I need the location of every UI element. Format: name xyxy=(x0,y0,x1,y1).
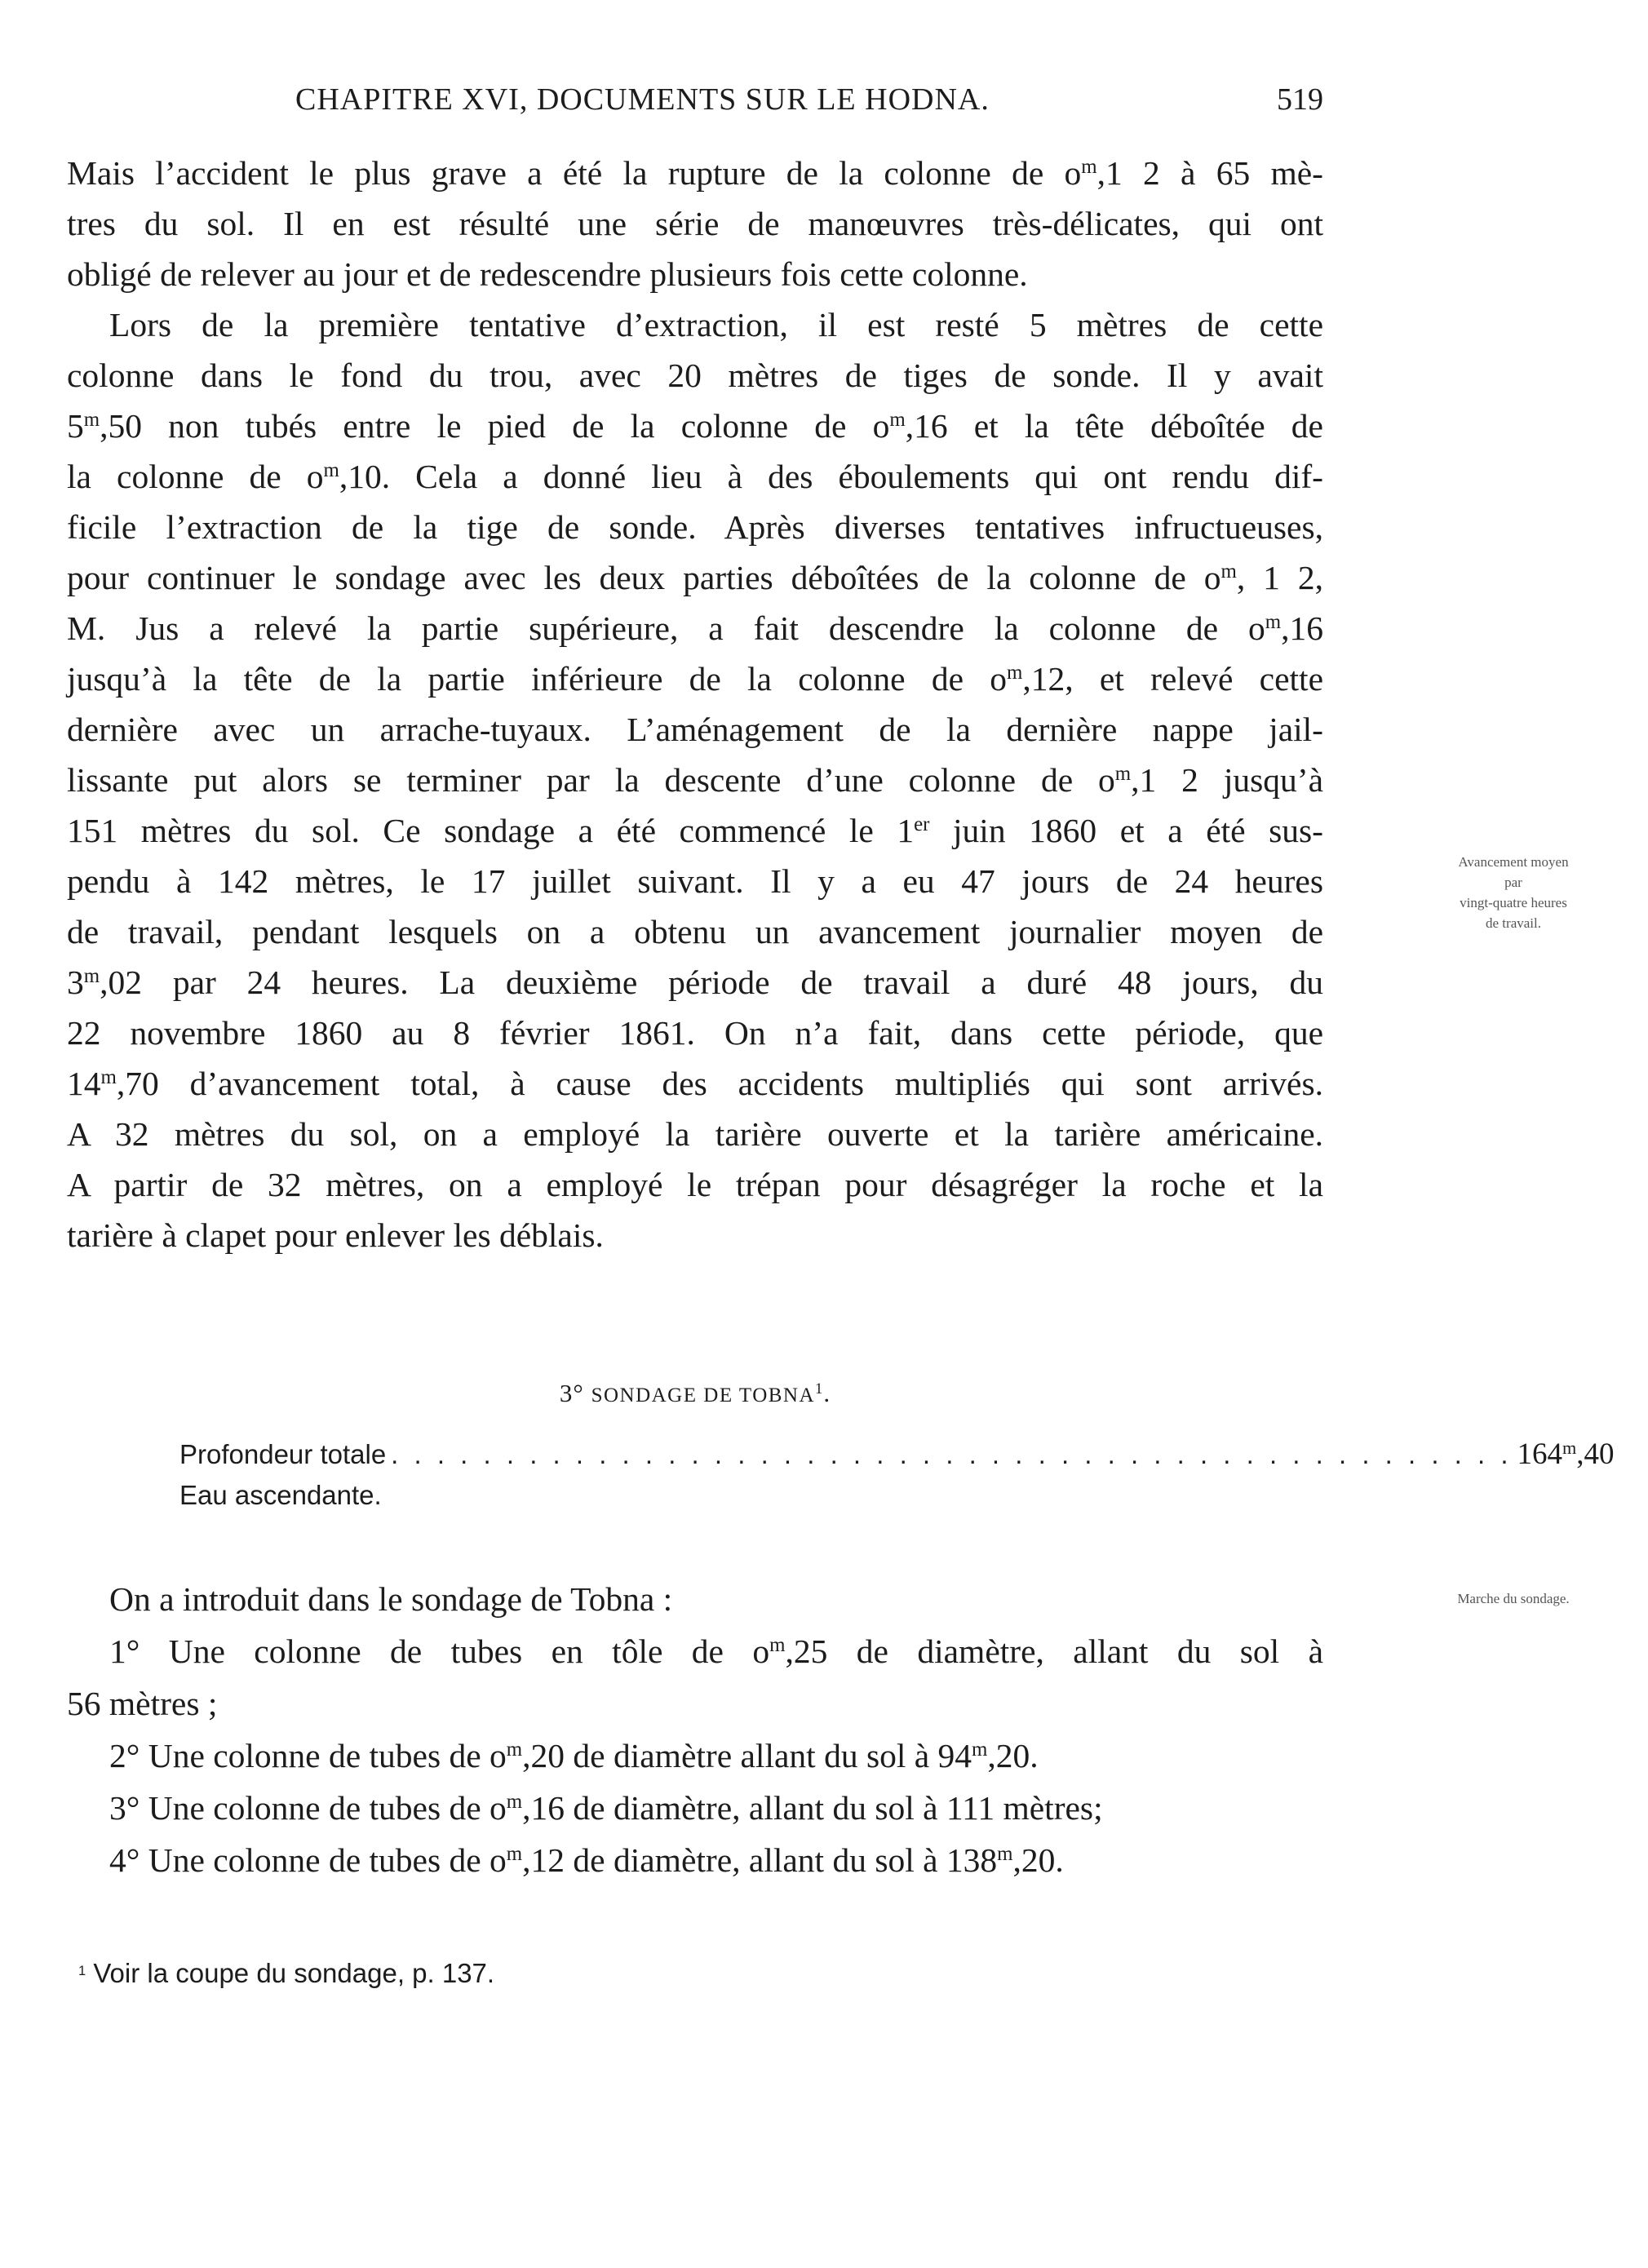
main-text-block xyxy=(67,148,1323,1260)
footnote xyxy=(67,1958,1335,1989)
text-line: M. Jus a relevé la partie supérieure, a fait descendre la colonne de $o^m,16$ xyxy=(67,609,1323,647)
text-line: 5$^m$,50 non tubés entre le pied de la colonne de $o^m,16$ et la tête déboîtée de xyxy=(67,407,1323,445)
text-line: ficile l’extraction de la tige de sonde. Après diverses tentatives infructueuses, xyxy=(67,508,1323,546)
text-line: A partir de 32 mètres, on a employé le trépan pour désagréger la roche et la xyxy=(67,1166,1323,1203)
text-line: 151 mètres du sol. Ce sondage a été commencé le 1er juin 1860 et a été sus- xyxy=(67,812,1323,849)
section-heading: 3° SONDAGE DE TOBNA$^1$. xyxy=(559,1379,831,1407)
text-line: jusqu’à la tête de la partie inférieure de la colonne de $o^m,12$, et relevé cette xyxy=(67,660,1323,698)
running-header xyxy=(67,82,1323,131)
list-item: 4° Une colonne de tubes de $o^m,12$ de diamètre, allant du sol à 138$^m$,20. xyxy=(109,1841,1064,1879)
text-line: A 32 mètres du sol, on a employé la tarière ouverte et la tarière américaine. xyxy=(67,1115,1323,1153)
list-item: 3° Une colonne de tubes de $o^m,16$ de diamètre, allant du sol à 111 mètres; xyxy=(109,1789,1103,1827)
depth-table xyxy=(179,1434,1615,1516)
page-number: 519 xyxy=(1277,82,1323,117)
margin-note-marche: Marche du sondage. xyxy=(1457,1591,1570,1606)
text-line: On a introduit dans le sondage de Tobna : xyxy=(109,1580,673,1618)
text-line: dernière avec un arrache-tuyaux. L’aménagement de la dernière nappe jail- xyxy=(67,711,1323,748)
margin-note-avancement: Avancement moyen par vingt-quatre heures de travail. xyxy=(1458,854,1569,931)
text-line: lissante put alors se terminer par la descente d’une colonne de $o^m,1$ 2 jusqu’à xyxy=(67,761,1323,799)
tubes-list xyxy=(67,1573,1323,1886)
text-line: la colonne de $o^m,10$. Cela a donné lieu à des éboulements qui ont rendu dif- xyxy=(67,458,1323,495)
text-line: 56 mètres ; xyxy=(67,1685,218,1722)
list-item: 2° Une colonne de tubes de $o^m,20$ de diamètre allant du sol à 94$^m$,20. xyxy=(109,1737,1039,1774)
text-line: Lors de la première tentative d’extraction, il est resté 5 mètres de cette xyxy=(109,306,1323,343)
text-line: Mais l’accident le plus grave a été la rupture de la colonne de $o^m,1$ 2 à 65 mè- xyxy=(67,154,1323,192)
text-line: 14$^m$,70 d’avancement total, à cause des accidents multipliés qui sont arrivés. xyxy=(67,1065,1323,1102)
chapter-title: CHAPITRE XVI, DOCUMENTS SUR LE HODNA. xyxy=(295,82,990,117)
list-item: 1° Une colonne de tubes en tôle de $o^m,25$ de diamètre, allant du sol à xyxy=(109,1632,1323,1670)
text-line: 22 novembre 1860 au 8 février 1861. On n’a fait, dans cette période, que xyxy=(67,1014,1323,1052)
footnote-ref: 1 xyxy=(815,1380,824,1398)
table-row: Eau ascendante. xyxy=(179,1480,382,1510)
text-line: tres du sol. Il en est résulté une série de manœuvres très-délicates, qui ont xyxy=(67,205,1323,242)
text-line: tarière à clapet pour enlever les déblais. xyxy=(67,1216,604,1254)
text-line: colonne dans le fond du trou, avec 20 mètres de tiges de sonde. Il y avait xyxy=(67,357,1323,394)
footnote-text: Voir la coupe du sondage, p. 137. xyxy=(93,1958,495,1988)
text-line: obligé de relever au jour et de redescendre plusieurs fois cette colonne. xyxy=(67,255,1028,293)
text-line: 3$^m$,02 par 24 heures. La deuxième période de travail a duré 48 jours, du xyxy=(67,963,1323,1001)
text-line: de travail, pendant lesquels on a obtenu un avancement journalier moyen de xyxy=(67,913,1323,950)
text-line: pendu à 142 mètres, le 17 juillet suivant. Il y a eu 47 jours de 24 heures xyxy=(67,862,1323,900)
table-row: Profondeur totale . . . . . . . . . . . . . . . . . . . . . . . . . . . . . . . . . . . . . . . . . . . . . . . . . 164$^m$,40 xyxy=(179,1437,1615,1471)
footnote-mark: 1 xyxy=(78,1963,86,1978)
text-line: pour continuer le sondage avec les deux parties déboîtées de la colonne de $o^m$, 1 2, xyxy=(67,559,1323,596)
